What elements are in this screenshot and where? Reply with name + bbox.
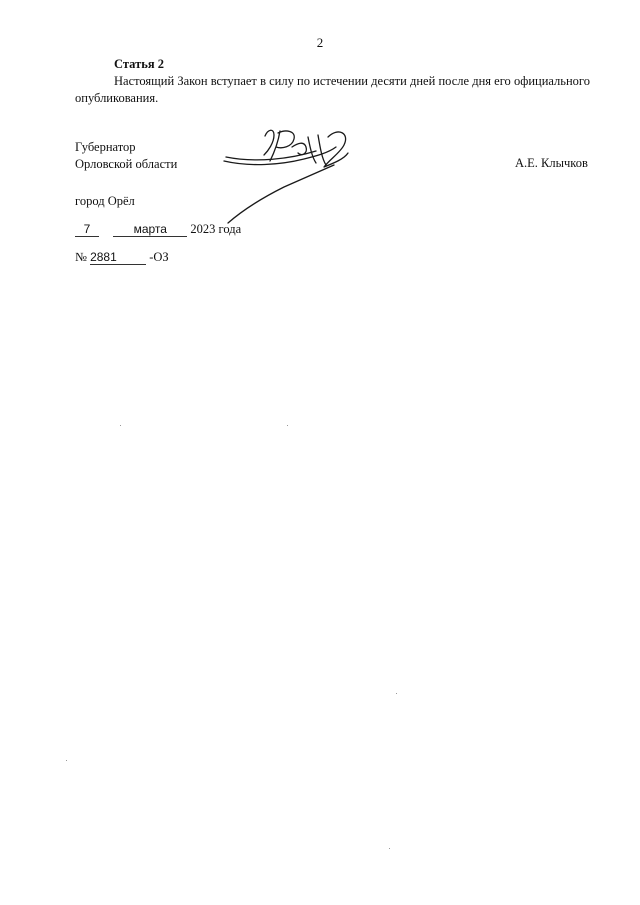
law-number-value: 2881 xyxy=(90,251,146,265)
date-day: 7 xyxy=(75,223,99,237)
scan-speck xyxy=(396,693,397,694)
governor-name: А.Е. Клычков xyxy=(515,156,588,170)
scan-speck xyxy=(120,425,121,426)
law-number-prefix: № xyxy=(75,250,87,264)
city: город Орёл xyxy=(75,194,135,208)
scan-speck xyxy=(66,760,67,761)
governor-title-line2: Орловской области xyxy=(75,157,178,171)
law-number xyxy=(75,250,169,265)
governor-title-line1: Губернатор xyxy=(75,140,136,154)
date-year: 2023 года xyxy=(190,222,242,236)
scan-speck xyxy=(389,848,390,849)
scan-speck xyxy=(287,425,288,426)
page-number: 2 xyxy=(316,35,324,50)
article-title: Статья 2 xyxy=(114,57,164,71)
law-number-suffix: -ОЗ xyxy=(149,250,169,264)
handwritten-signature xyxy=(220,123,360,233)
governor-title xyxy=(75,139,177,173)
article-body: Настоящий Закон вступает в силу по истечении десяти дней после дня его официального опубликования. xyxy=(75,74,590,105)
date-month: марта xyxy=(113,223,187,237)
signing-date xyxy=(75,222,241,237)
